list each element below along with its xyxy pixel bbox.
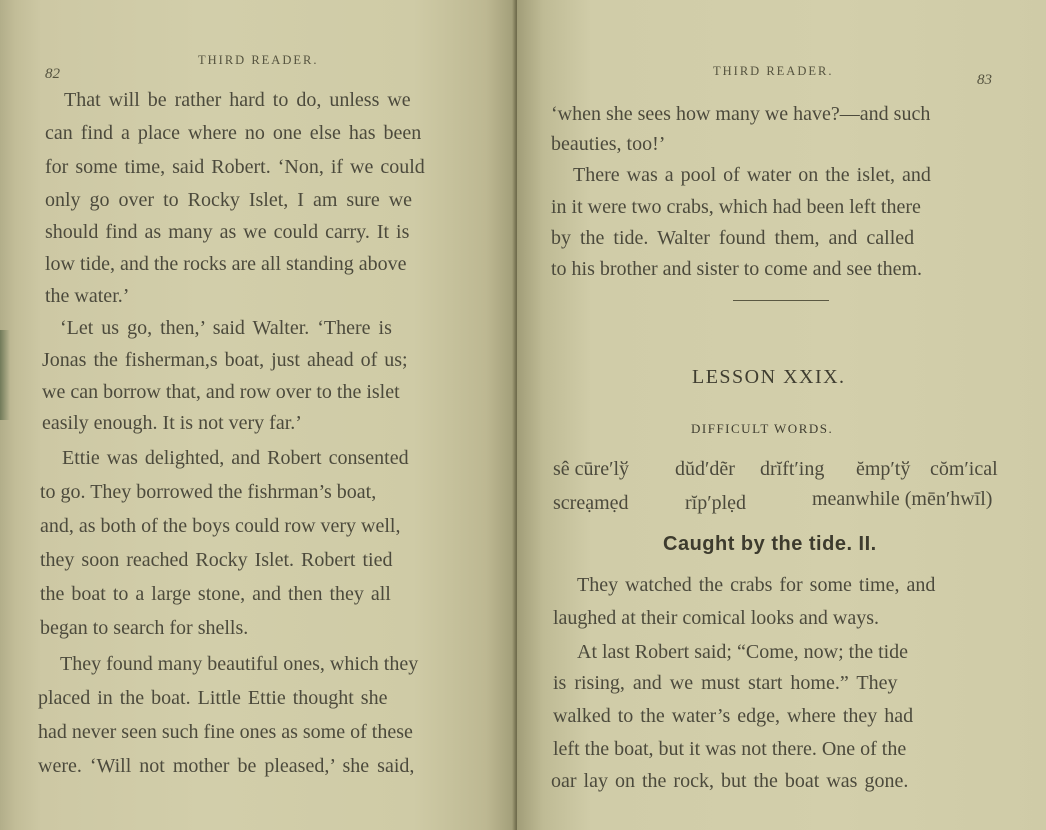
- text-line: only go over to Rocky Islet, I am sure we: [45, 189, 413, 211]
- text-line: the boat to a large stone, and then they all: [40, 583, 391, 605]
- text-line: can find a place where no one else has been: [45, 122, 422, 144]
- difficult-word: screạmẹd: [553, 492, 629, 514]
- difficult-word: ĕmp′tў: [856, 458, 911, 480]
- running-head: THIRD READER.: [198, 53, 319, 67]
- text-line: At last Robert said; “Come, now; the tide: [577, 641, 909, 663]
- text-line: we can borrow that, and row over to the islet: [42, 381, 400, 403]
- running-head: THIRD READER.: [713, 64, 834, 78]
- text-line: left the boat, but it was not there. One of the: [553, 738, 907, 760]
- right-page: [517, 0, 1046, 830]
- text-line: Jonas the fisherman,s boat, just ahead of us;: [42, 349, 408, 371]
- text-line: ‘Let us go, then,’ said Walter. ‘There is: [60, 317, 392, 339]
- difficult-word: sê cūre′lў: [553, 458, 630, 480]
- text-line: walked to the water’s edge, where they had: [553, 705, 914, 727]
- text-line: should find as many as we could carry. It is: [45, 221, 410, 243]
- text-line: oar lay on the rock, but the boat was gone.: [551, 770, 909, 792]
- text-line: for some time, said Robert. ‘Non, if we could: [45, 156, 425, 178]
- text-line: ‘when she sees how many we have?—and such: [551, 103, 931, 125]
- text-line: laughed at their comical looks and ways.: [553, 607, 880, 629]
- text-line: the water.’: [45, 285, 130, 307]
- text-line: low tide, and the rocks are all standing above: [45, 253, 407, 275]
- text-line: they soon reached Rocky Islet. Robert tied: [40, 549, 393, 571]
- text-line: began to search for shells.: [40, 617, 249, 639]
- text-line: to his brother and sister to come and see them.: [551, 258, 923, 280]
- difficult-word: meanwhile (mēn′hwīl): [812, 488, 993, 510]
- text-line: placed in the boat. Little Ettie thought she: [38, 687, 388, 709]
- text-line: There was a pool of water on the islet, and: [573, 164, 931, 186]
- text-line: easily enough. It is not very far.’: [42, 412, 302, 434]
- section-divider: [733, 300, 829, 301]
- text-line: is rising, and we must start home.” They: [553, 672, 898, 694]
- text-line: had never seen such fine ones as some of these: [38, 721, 413, 743]
- text-line: That will be rather hard to do, unless we: [64, 89, 411, 111]
- text-line: They found many beautiful ones, which they: [60, 653, 419, 675]
- difficult-word: drĭft′ing: [760, 458, 825, 480]
- difficult-word: dŭd′dẽr: [675, 458, 735, 480]
- text-line: by the tide. Walter found them, and called: [551, 227, 915, 249]
- text-line: beauties, too!’: [551, 133, 666, 155]
- text-line: to go. They borrowed the fishrman’s boat,: [40, 481, 377, 503]
- text-line: and, as both of the boys could row very well,: [40, 515, 401, 537]
- story-title: Caught by the tide. II.: [663, 533, 877, 555]
- text-line: Ettie was delighted, and Robert consented: [62, 447, 409, 469]
- text-line: They watched the crabs for some time, and: [577, 574, 936, 596]
- difficult-word: cŏm′ical: [930, 458, 998, 480]
- left-page: [0, 0, 517, 830]
- text-line: were. ‘Will not mother be pleased,’ she said,: [38, 755, 415, 777]
- page-edge-shadow: [0, 330, 10, 420]
- text-line: in it were two crabs, which had been left there: [551, 196, 921, 218]
- page-number: 83: [977, 72, 992, 88]
- difficult-word: rĭp′plẹd: [685, 492, 747, 514]
- lesson-title: LESSON XXIX.: [692, 366, 846, 388]
- page-number: 82: [45, 66, 60, 82]
- difficult-words-heading: DIFFICULT WORDS.: [691, 421, 834, 436]
